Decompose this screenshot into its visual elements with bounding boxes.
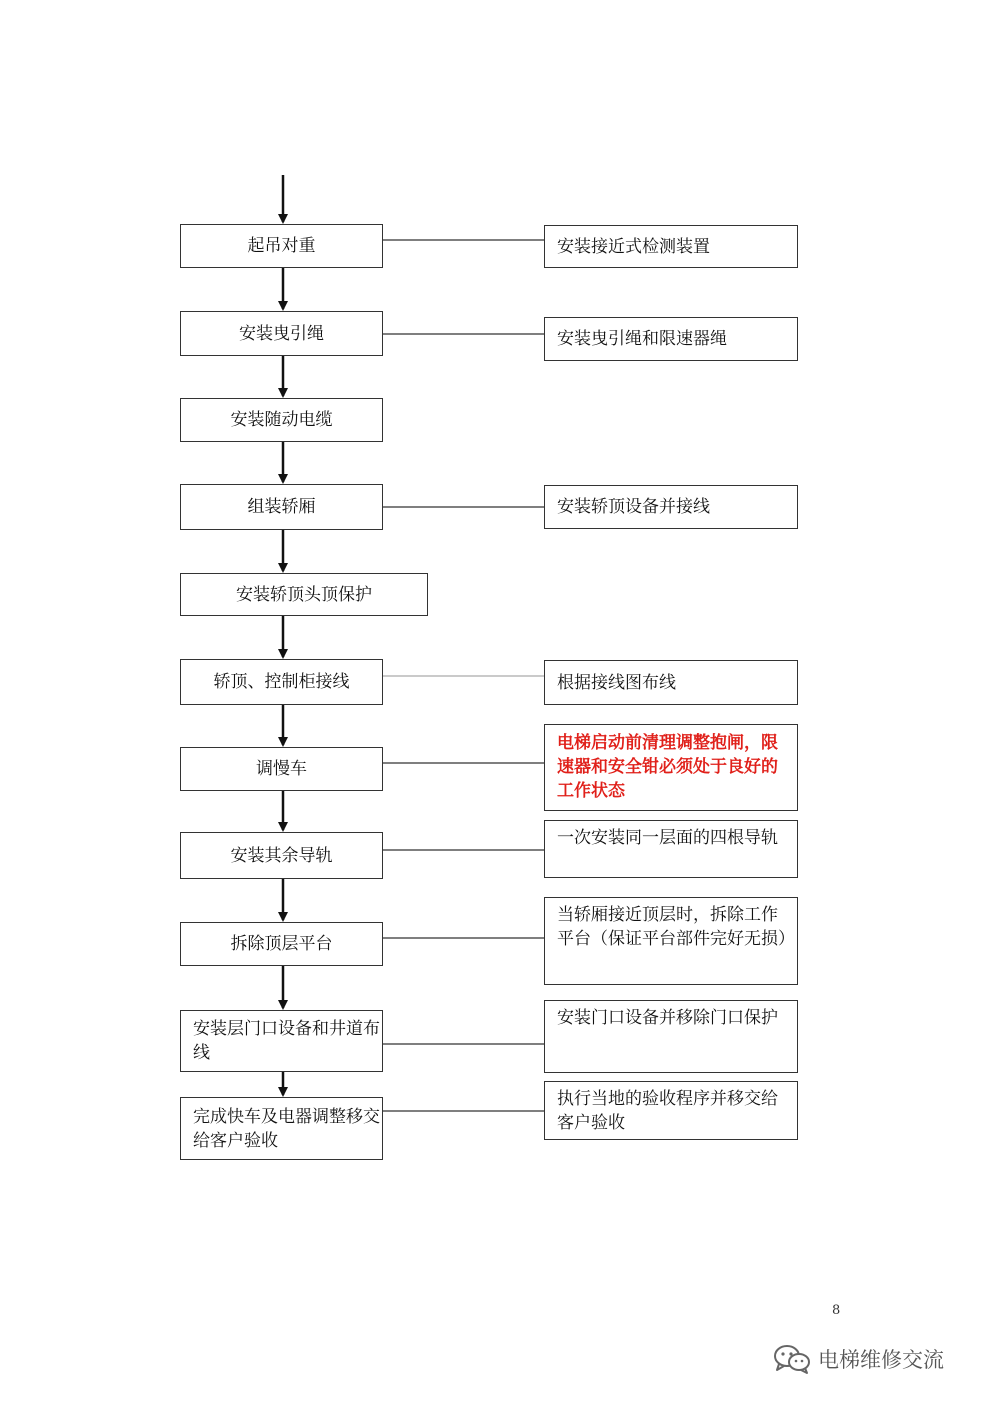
note-box: 执行当地的验收程序并移交给客户验收 [544,1081,798,1140]
wechat-icon [772,1343,812,1375]
step-box: 安装层门口设备和井道布线 [180,1010,383,1072]
step-box: 拆除顶层平台 [180,922,383,966]
note-box: 安装接近式检测装置 [544,225,798,268]
note-box-warning: 电梯启动前清理调整抱闸，限速器和安全钳必须处于良好的工作状态 [544,724,798,811]
step-box: 起吊对重 [180,224,383,268]
step-box: 安装随动电缆 [180,398,383,442]
watermark [772,1342,944,1376]
step-box: 安装轿顶头顶保护 [180,573,428,616]
step-box: 轿顶、控制柜接线 [180,659,383,705]
note-box: 根据接线图布线 [544,660,798,705]
page-number: 8 [832,1303,841,1318]
step-box: 安装曳引绳 [180,311,383,356]
step-box: 安装其余导轨 [180,832,383,879]
step-box: 组装轿厢 [180,484,383,530]
note-box: 一次安装同一层面的四根导轨 [544,820,798,878]
note-box: 安装曳引绳和限速器绳 [544,317,798,361]
step-box: 调慢车 [180,747,383,791]
step-box: 完成快车及电器调整移交给客户验收 [180,1097,383,1160]
note-box: 当轿厢接近顶层时，拆除工作平台（保证平台部件完好无损） [544,897,798,985]
note-box: 安装门口设备并移除门口保护 [544,1000,798,1073]
note-box: 安装轿顶设备并接线 [544,485,798,529]
watermark-text: 电梯维修交流 [818,1348,944,1372]
